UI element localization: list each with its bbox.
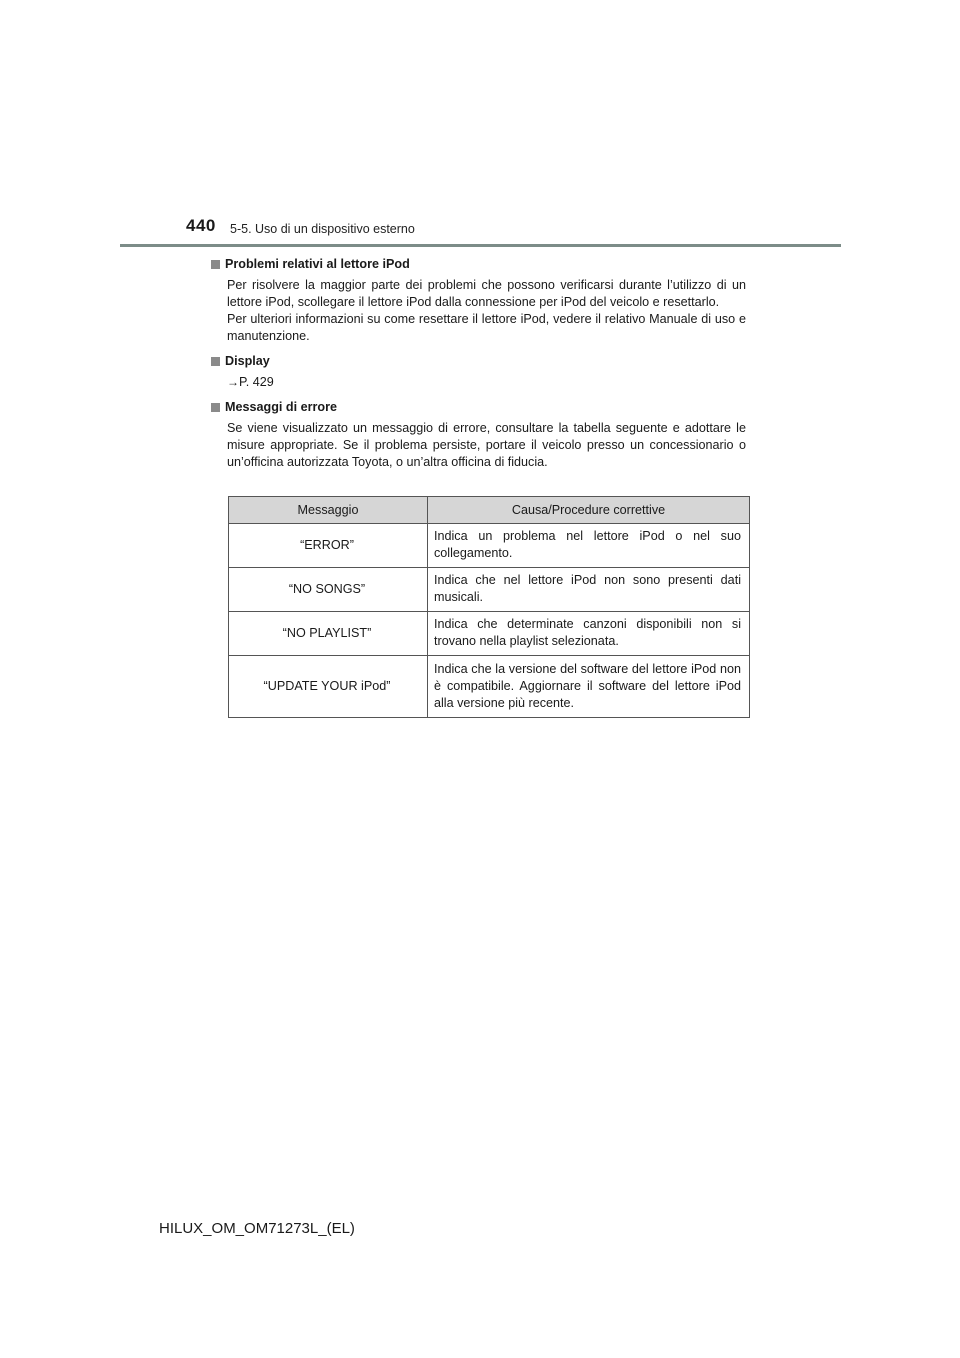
column-header-message: Messaggio: [229, 497, 428, 524]
page-number: 440: [186, 216, 216, 235]
heading-text: Messaggi di errore: [225, 400, 337, 414]
message-cell: “NO PLAYLIST”: [229, 612, 428, 656]
square-bullet-icon: [211, 260, 220, 269]
section-title: 5-5. Uso di un dispositivo esterno: [230, 222, 415, 236]
section-display: [211, 353, 746, 391]
table-row: [229, 612, 750, 656]
arrow-right-icon: →: [227, 375, 239, 389]
message-cell: “ERROR”: [229, 524, 428, 568]
cause-cell: Indica che la versione del software del lettore iPod non è compatibile. Aggiornare il software del lettore iPod alla versione più recente.: [428, 656, 750, 718]
table-header-row: [229, 497, 750, 524]
heading-text: Problemi relativi al lettore iPod: [225, 257, 410, 271]
cause-cell: Indica che nel lettore iPod non sono presenti dati musicali.: [428, 568, 750, 612]
paragraph: Per risolvere la maggior parte dei problemi che possono verificarsi durante l’utilizzo di un lettore iPod, scollegare il lettore iPod dalla connessione per iPod del veicolo e resettarlo.: [227, 278, 746, 309]
page-reference-text: P. 429: [239, 375, 274, 389]
section-heading: [211, 256, 746, 273]
table-row: [229, 524, 750, 568]
paragraph: Per ulteriori informazioni su come resettare il lettore iPod, vedere il relativo Manuale di uso e manutenzione.: [227, 312, 746, 343]
section-ipod-problems: [211, 256, 746, 345]
heading-text: Display: [225, 354, 270, 368]
error-messages-table: [228, 496, 750, 718]
table-row: [229, 656, 750, 718]
cause-cell: Indica un problema nel lettore iPod o nel suo collegamento.: [428, 524, 750, 568]
footer-document-code: HILUX_OM_OM71273L_(EL): [159, 1220, 355, 1237]
section-heading: [211, 353, 746, 370]
message-cell: “UPDATE YOUR iPod”: [229, 656, 428, 718]
square-bullet-icon: [211, 403, 220, 412]
header-rule: [120, 244, 841, 247]
section-error-messages: [211, 399, 746, 471]
paragraph: Se viene visualizzato un messaggio di errore, consultare la tabella seguente e adottare le misure appropriate. Se il problema persiste, portare il veicolo presso un concessionario o un’officina autorizzata Toyota, o un’altra officina di fiducia.: [227, 421, 746, 469]
square-bullet-icon: [211, 357, 220, 366]
column-header-cause: Causa/Procedure correttive: [428, 497, 750, 524]
table-row: [229, 568, 750, 612]
page-reference[interactable]: [227, 374, 746, 391]
cause-cell: Indica che determinate canzoni disponibili non si trovano nella playlist selezionata.: [428, 612, 750, 656]
content: [211, 256, 746, 479]
section-heading: [211, 399, 746, 416]
message-cell: “NO SONGS”: [229, 568, 428, 612]
